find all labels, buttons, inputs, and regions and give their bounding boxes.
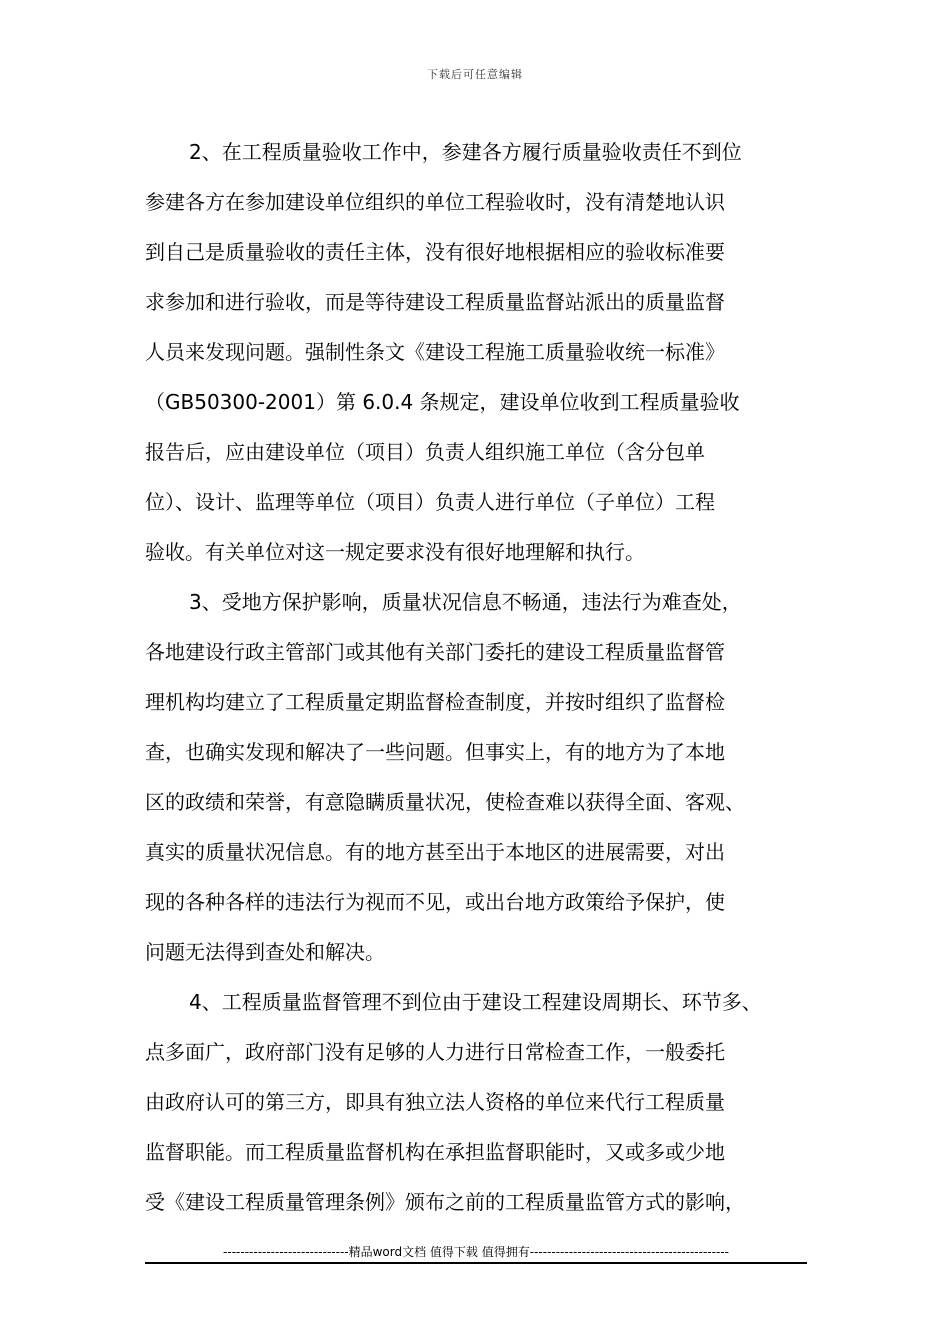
- paragraph-line: 监督职能。而工程质量监督机构在承担监督职能时，又或多或少地: [145, 1140, 725, 1164]
- document-body: [145, 134, 815, 1234]
- page-footer: -----------------------------精品word文档 值得下载 值得拥有----------------------------------------------: [223, 1245, 729, 1259]
- paragraph-line: 参建各方在参加建设单位组织的单位工程验收时，没有清楚地认识: [145, 190, 725, 214]
- paragraph-line: 位）、设计、监理等单位（项目）负责人进行单位（子单位）工程: [145, 490, 715, 514]
- paragraph-line: 求参加和进行验收，而是等待建设工程质量监督站派出的质量监督: [145, 290, 725, 314]
- paragraph-line: 区的政绩和荣誉，有意隐瞒质量状况，使检查难以获得全面、客观、: [145, 790, 745, 814]
- paragraph-line: 问题无法得到查处和解决。: [145, 940, 385, 964]
- paragraph-line: 现的各种各样的违法行为视而不见，或出台地方政策给予保护，使: [145, 890, 725, 914]
- paragraph-line: 查，也确实发现和解决了一些问题。但事实上，有的地方为了本地: [145, 740, 725, 764]
- paragraph-line: 各地建设行政主管部门或其他有关部门委托的建设工程质量监督管: [145, 640, 725, 664]
- paragraph-line: 验收。有关单位对这一规定要求没有很好地理解和执行。: [145, 540, 645, 564]
- paragraph-line: 4、工程质量监督管理不到位由于建设工程建设周期长、环节多、: [189, 990, 762, 1014]
- page-header: 下载后可任意编辑: [427, 68, 523, 81]
- paragraph-line: 真实的质量状况信息。有的地方甚至出于本地区的进展需要，对出: [145, 840, 725, 864]
- paragraph-line: 到自己是质量验收的责任主体，没有很好地根据相应的验收标准要: [145, 240, 725, 264]
- paragraph-line: 理机构均建立了工程质量定期监督检查制度，并按时组织了监督检: [145, 690, 725, 714]
- paragraph-line: 由政府认可的第三方，即具有独立法人资格的单位来代行工程质量: [145, 1090, 725, 1114]
- paragraph-line: 2、在工程质量验收工作中，参建各方履行质量验收责任不到位: [189, 140, 742, 164]
- paragraph-line: 受《建设工程质量管理条例》颁布之前的工程质量监管方式的影响，: [145, 1190, 745, 1214]
- footer-divider: [145, 1262, 807, 1264]
- paragraph-line: 人员来发现问题。强制性条文《建设工程施工质量验收统一标准》: [145, 340, 725, 364]
- paragraph-line: （GB50300-2001）第 6.0.4 条规定，建设单位收到工程质量验收: [145, 390, 740, 414]
- paragraph-line: 3、受地方保护影响，质量状况信息不畅通，违法行为难查处，: [189, 590, 742, 614]
- paragraph-line: 点多面广，政府部门没有足够的人力进行日常检查工作，一般委托: [145, 1040, 725, 1064]
- paragraph-line: 报告后，应由建设单位（项目）负责人组织施工单位（含分包单: [145, 440, 705, 464]
